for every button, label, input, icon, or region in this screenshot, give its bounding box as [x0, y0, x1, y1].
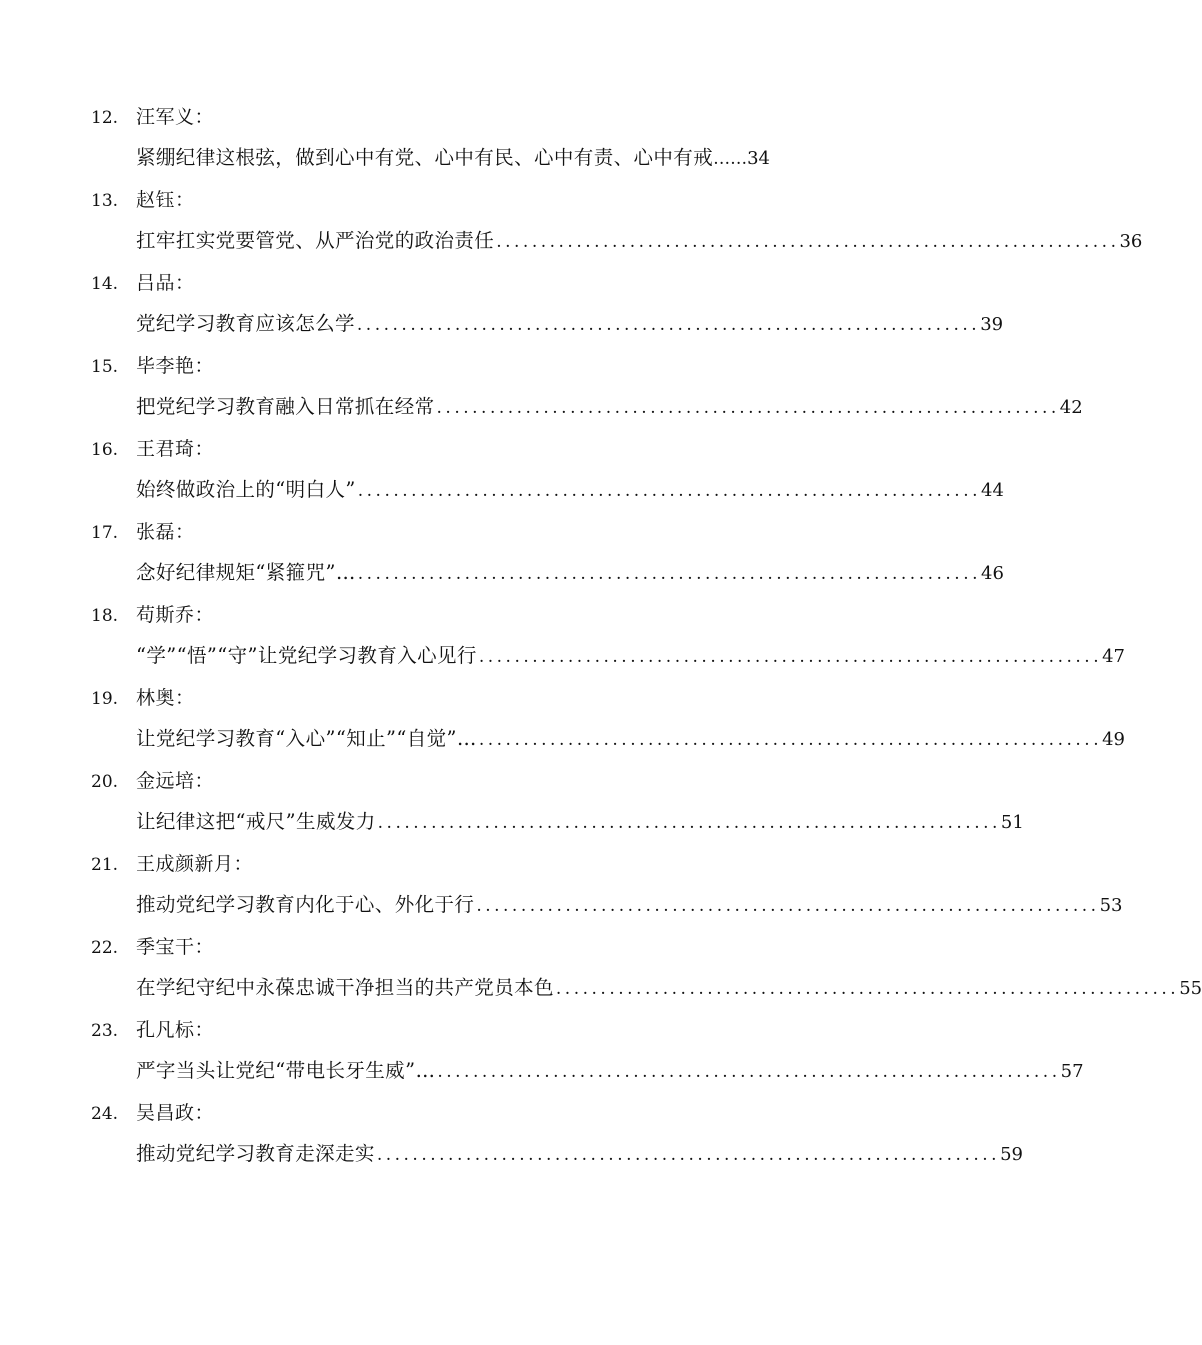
toc-author-line — [91, 851, 253, 877]
toc-author-line — [91, 602, 214, 628]
page-number: 44 — [981, 480, 1004, 501]
entry-number: 18. — [91, 606, 119, 626]
entry-author: 吕品： — [136, 272, 195, 294]
entry-author: 王君琦： — [136, 438, 215, 460]
page-number: 55 — [1179, 978, 1202, 999]
entry-title[interactable]: 让纪律这把“戒尺”生威发力 — [136, 810, 376, 833]
entry-title[interactable]: 推动党纪学习教育内化于心、外化于行 — [136, 893, 475, 916]
page-number: 36 — [1119, 231, 1143, 252]
dot-leader: ...................................................................... — [376, 1145, 1001, 1165]
toc-author-line — [91, 187, 195, 213]
entry-number: 17. — [91, 523, 119, 543]
page-number: 46 — [981, 563, 1004, 584]
dot-leader: ...................................................................... — [496, 232, 1120, 252]
entry-author: 汪军义： — [136, 106, 215, 128]
entry-title[interactable]: 紧绷纪律这根弦，做到心中有党、心中有民、心中有责、心中有戒 — [136, 146, 714, 169]
entry-number: 12. — [91, 108, 119, 128]
toc-title-line[interactable] — [136, 1140, 1023, 1168]
toc-author-line — [91, 1017, 214, 1043]
toc-title-line[interactable] — [136, 393, 1083, 421]
entry-title[interactable]: 党纪学习教育应该怎么学 — [136, 312, 355, 335]
entry-title[interactable]: 始终做政治上的“明白人” — [136, 478, 356, 501]
entry-author: 林奥： — [136, 687, 195, 709]
entry-number: 21. — [91, 855, 119, 875]
entry-author: 金远培： — [136, 770, 215, 792]
dot-leader: ...................................................................... — [478, 647, 1103, 667]
page-number: 49 — [1102, 729, 1126, 750]
toc-author-line — [91, 353, 214, 379]
toc-author-line — [91, 270, 195, 296]
page-number: 39 — [980, 314, 1004, 335]
page-number: 47 — [1102, 646, 1126, 667]
entry-title[interactable]: 把党纪学习教育融入日常抓在经常 — [136, 395, 435, 418]
toc-author-line — [91, 1100, 214, 1126]
toc-author-line — [91, 934, 214, 960]
page-number: 34 — [747, 148, 771, 169]
toc-title-line[interactable] — [136, 144, 858, 172]
entry-author: 孔凡标： — [136, 1019, 215, 1041]
dot-leader: ...................................................................... — [356, 315, 981, 335]
toc-title-line[interactable] — [136, 725, 1126, 753]
entry-title[interactable]: 在学纪守纪中永葆忠诚干净担当的共产党员本色 — [136, 976, 554, 999]
entry-number: 15. — [91, 357, 119, 377]
entry-number: 16. — [91, 440, 119, 460]
entry-title[interactable]: 扛牢扛实党要管党、从严治党的政治责任 — [136, 229, 495, 252]
page-number: 51 — [1000, 812, 1024, 833]
toc-author-line — [91, 685, 195, 711]
dot-leader: ...................................................................... — [436, 398, 1060, 418]
entry-author: 毕李艳： — [136, 355, 215, 377]
entry-title[interactable]: 让党纪学习教育“入心”“知止”“自觉”… — [136, 727, 477, 750]
dot-leader: ...................................................................... — [437, 1062, 1061, 1082]
entry-number: 24. — [91, 1104, 119, 1124]
page-number: 42 — [1059, 397, 1083, 418]
entry-number: 22. — [91, 938, 119, 958]
toc-author-line — [91, 104, 214, 130]
page-number: 57 — [1060, 1061, 1084, 1082]
dot-leader: ...................................................................... — [377, 813, 1001, 833]
toc-author-line — [91, 768, 214, 794]
entry-number: 20. — [91, 772, 119, 792]
dot-leader: ...................................................................... — [357, 481, 982, 501]
toc-title-line[interactable] — [136, 642, 1126, 670]
entry-author: 赵钰： — [136, 189, 195, 211]
toc-title-line[interactable] — [136, 891, 1123, 919]
toc-author-line — [91, 519, 195, 545]
entry-author: 季宝干： — [136, 936, 215, 958]
page-number: 53 — [1099, 895, 1123, 916]
entry-author: 吴昌政： — [136, 1102, 215, 1124]
toc-title-line[interactable] — [136, 310, 1004, 338]
entry-author: 苟斯乔： — [136, 604, 215, 626]
dot-leader: ...................................................................... — [357, 564, 982, 584]
entry-author: 张磊： — [136, 521, 195, 543]
dot-leader: …… — [713, 149, 748, 169]
entry-number: 23. — [91, 1021, 119, 1041]
toc-title-line[interactable] — [136, 808, 1024, 836]
entry-number: 14. — [91, 274, 119, 294]
toc-title-line[interactable] — [136, 559, 1004, 587]
dot-leader: ...................................................................... — [478, 730, 1103, 750]
entry-number: 13. — [91, 191, 119, 211]
entry-author: 王成颜新月： — [136, 853, 254, 875]
dot-leader: ...................................................................... — [555, 979, 1180, 999]
page-number: 59 — [1000, 1144, 1023, 1165]
entry-title[interactable]: 严字当头让党纪“带电长牙生威”… — [136, 1059, 436, 1082]
toc-title-line[interactable] — [136, 227, 1143, 255]
toc-title-line[interactable] — [136, 476, 1004, 504]
toc-title-line[interactable] — [136, 1057, 1084, 1085]
dot-leader: ...................................................................... — [476, 896, 1100, 916]
entry-title[interactable]: “学”“悟”“守”让党纪学习教育入心见行 — [136, 644, 477, 667]
entry-title[interactable]: 念好纪律规矩“紧箍咒”… — [136, 561, 356, 584]
entry-title[interactable]: 推动党纪学习教育走深走实 — [136, 1142, 375, 1165]
entry-number: 19. — [91, 689, 119, 709]
toc-author-line — [91, 436, 214, 462]
toc-title-line[interactable] — [136, 974, 1202, 1002]
